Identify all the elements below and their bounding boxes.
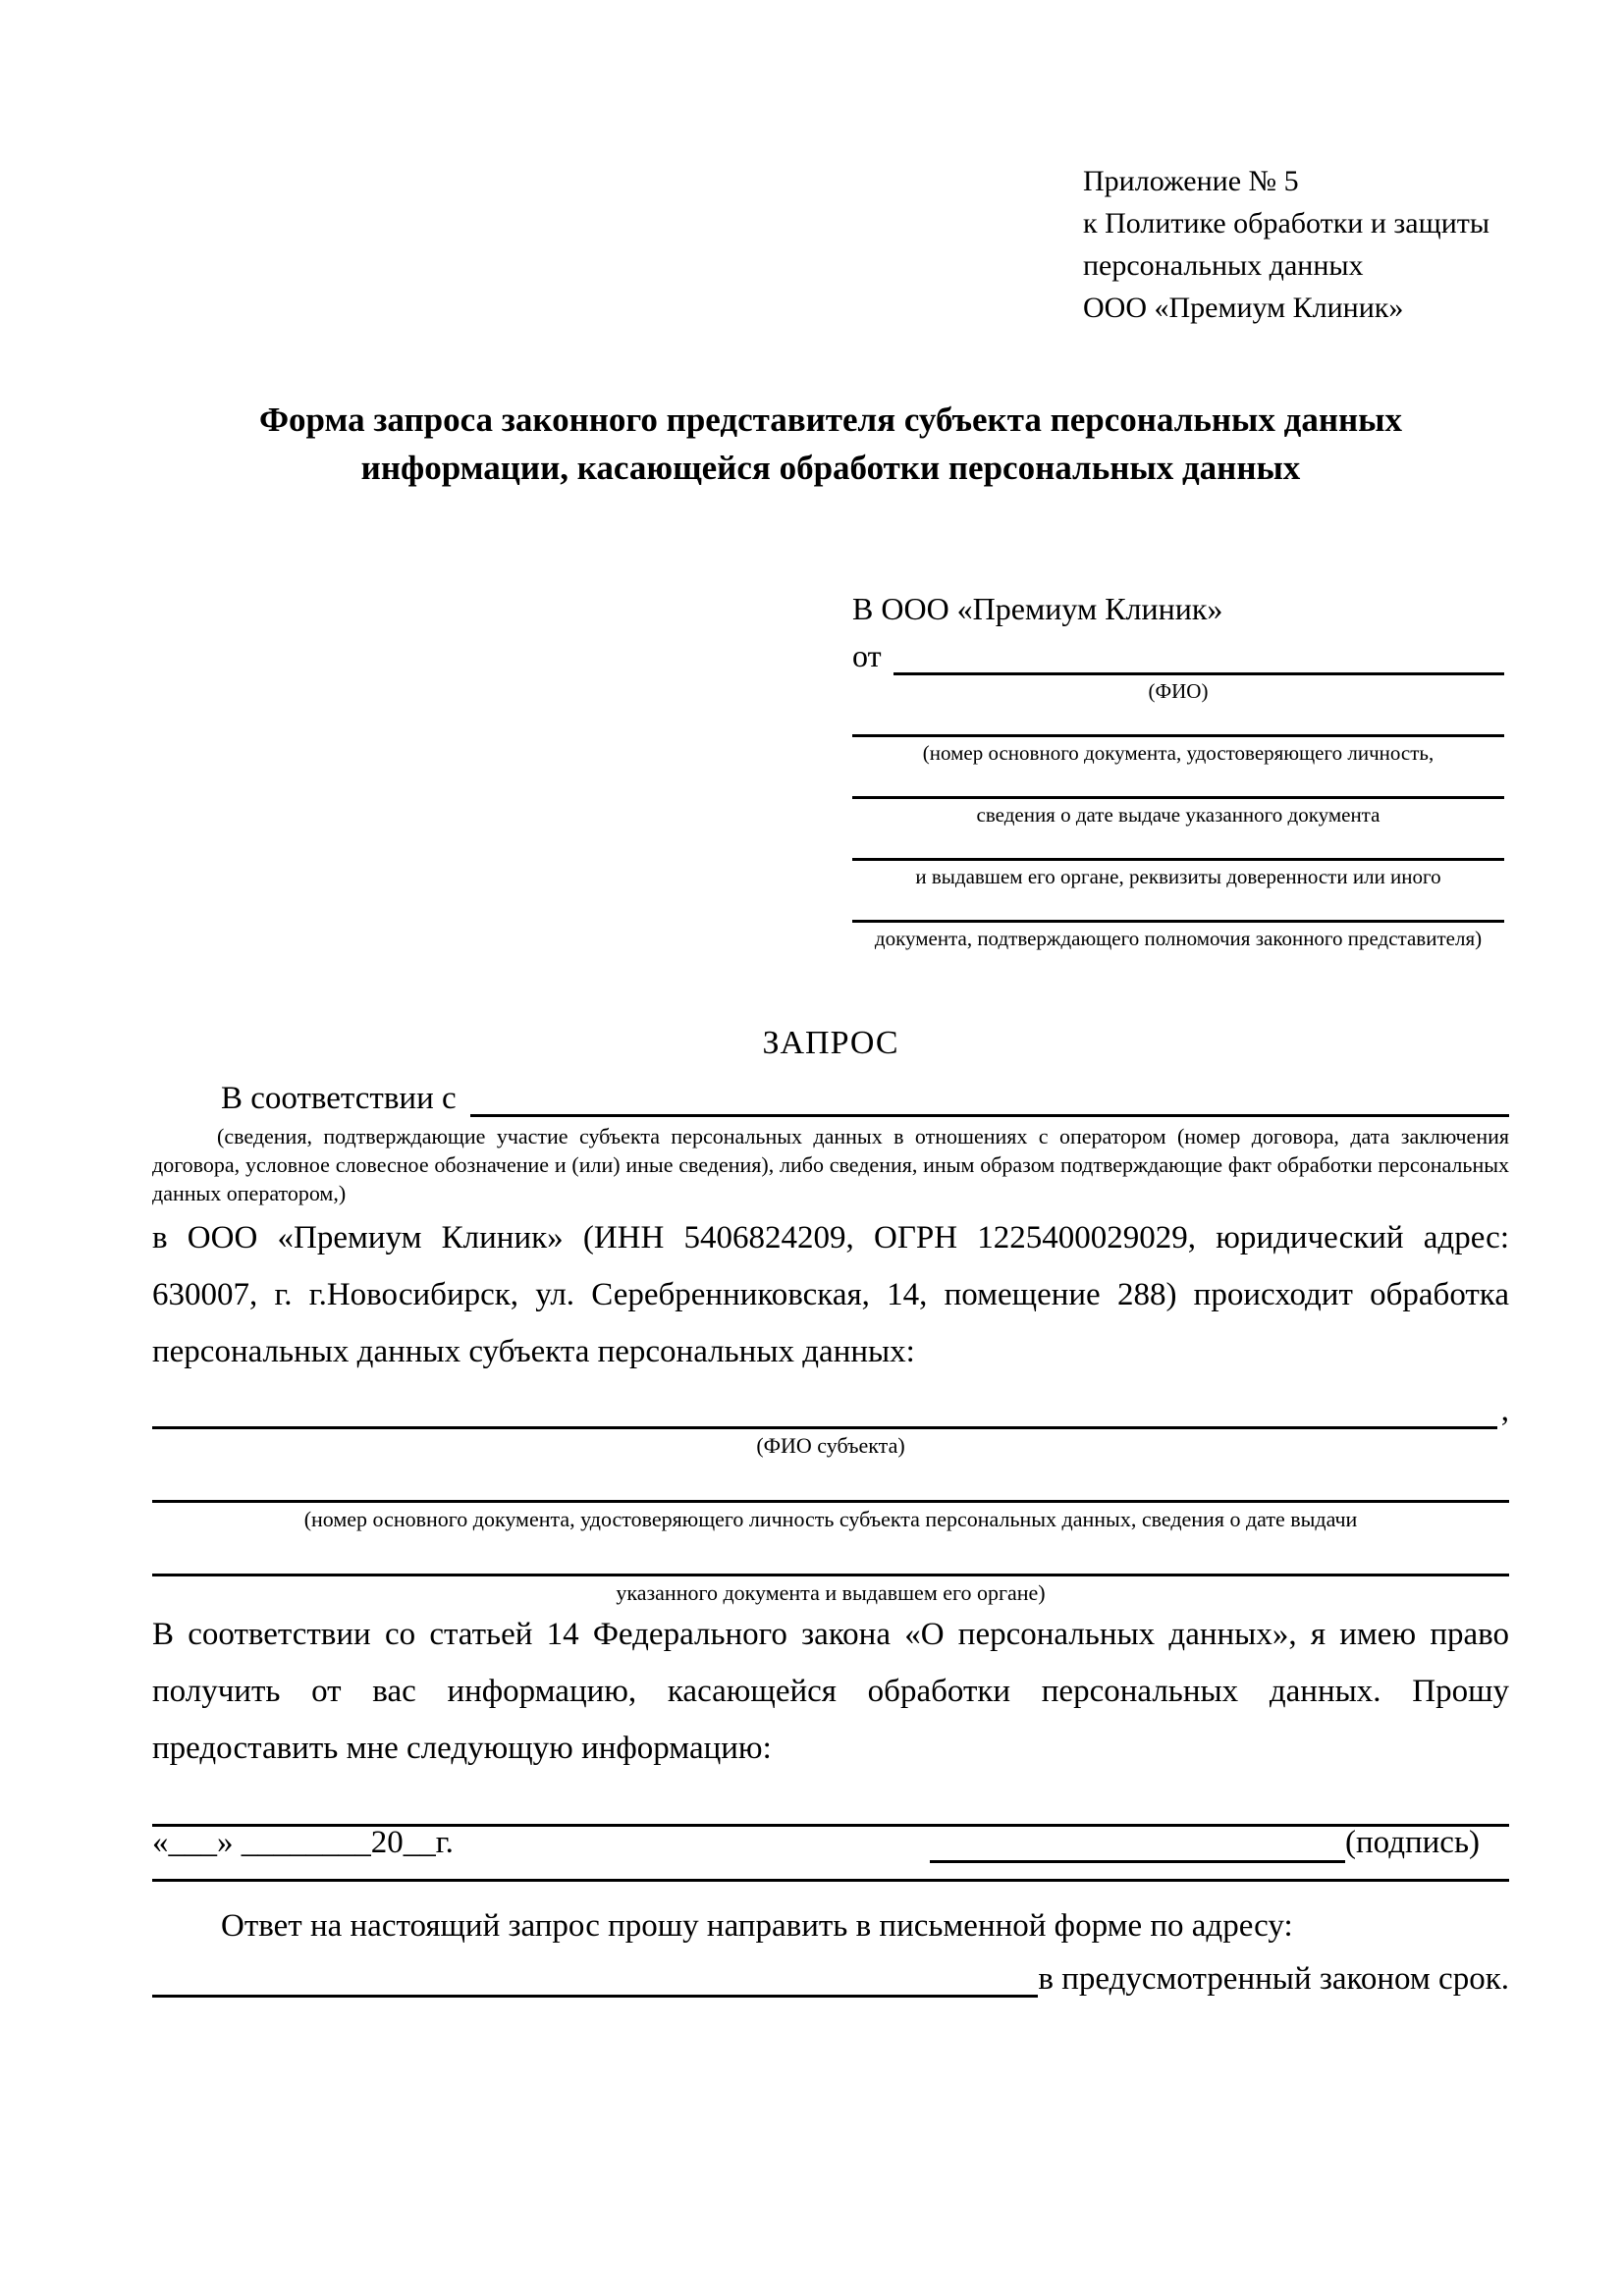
operator-paragraph: в ООО «Премиум Клиник» (ИНН 5406824209, ОГРН 1225400029029, юридический адрес: 630007, г. г.Новосибирск, ул. Серебренниковская, 14, помещение 288) происходит обработка персональных данных субъекта персональных данных: <box>152 1220 1509 1369</box>
answer-suffix: в предусмотренный законом срок. <box>1038 1961 1509 1997</box>
law-paragraph: В соответствии со статьей 14 Федерального закона «О персональных данных», я имею право получить от вас информацию, касающейся обработки персональных данных. Прошу предоставить мне следующую информацию: <box>152 1617 1509 1766</box>
address-blank-line <box>152 1995 1038 1998</box>
appendix-block <box>1083 160 1489 329</box>
subject-fio-blank-line <box>152 1426 1497 1429</box>
title-line-2: информации, касающейся обработки персональных данных <box>360 449 1301 487</box>
appendix-line-2: к Политике обработки и защиты <box>1083 207 1490 240</box>
intro-note: (сведения, подтверждающие участие субъекта персональных данных в отношениях с оператором (номер договора, дата заключения договора, условное словесное обозначение и (или) иные сведения), либо сведения, иным образом подтверждающие факт обработки персональных данных оператором,) <box>152 1124 1509 1205</box>
authority-document-caption: документа, подтверждающего полномочия законного представителя) <box>874 927 1483 950</box>
title-line-1: Форма запроса законного представителя субъекта персональных данных <box>259 400 1402 439</box>
from-row <box>852 636 1504 675</box>
signature-cell <box>930 1822 1480 1863</box>
appendix-line-1: Приложение № 5 <box>1083 165 1299 197</box>
subject-fio-caption: (ФИО субъекта) <box>756 1433 905 1458</box>
fio-caption: (ФИО) <box>1148 679 1209 703</box>
answer-paragraph: Ответ на настоящий запрос прошу направить в письменной форме по адресу: <box>221 1908 1293 1944</box>
addressee-organization: В ООО «Премиум Клиник» <box>852 591 1223 626</box>
signature-blank-line <box>930 1823 1345 1863</box>
footer-row <box>152 1822 1509 1863</box>
appendix-line-4: ООО «Премиум Клиник» <box>1083 292 1404 324</box>
request-heading: ЗАПРОС <box>762 1025 899 1061</box>
page-title <box>152 396 1509 492</box>
date-line: «___» ________20__г. <box>152 1825 454 1860</box>
answer-address-row <box>152 1954 1509 1998</box>
subject-fio-suffix: , <box>1500 1393 1509 1428</box>
issuing-authority-caption: и выдавшем его органе, реквизиты доверенности или иного <box>915 865 1441 888</box>
information-blank-line-2 <box>152 1879 1509 1882</box>
intro-row <box>152 1074 1509 1117</box>
intro-blank-line <box>470 1114 1509 1117</box>
subject-authority-caption: указанного документа и выдавшем его органе) <box>616 1580 1046 1605</box>
addressee-block <box>852 589 1504 950</box>
signature-caption: (подпись) <box>1345 1825 1480 1860</box>
subject-document-caption: (номер основного документа, удостоверяющего личность субъекта персональных данных, сведения о дате выдачи <box>303 1507 1358 1531</box>
subject-fio-row <box>152 1390 1509 1429</box>
appendix-line-3: персональных данных <box>1083 249 1364 282</box>
issue-date-caption: сведения о дате выдаче указанного документа <box>976 803 1380 827</box>
from-label: от <box>852 638 882 673</box>
document-number-caption: (номер основного документа, удостоверяющего личность, <box>922 741 1435 765</box>
fio-blank-line <box>893 672 1504 675</box>
intro-prefix: В соответствии с <box>221 1081 457 1116</box>
